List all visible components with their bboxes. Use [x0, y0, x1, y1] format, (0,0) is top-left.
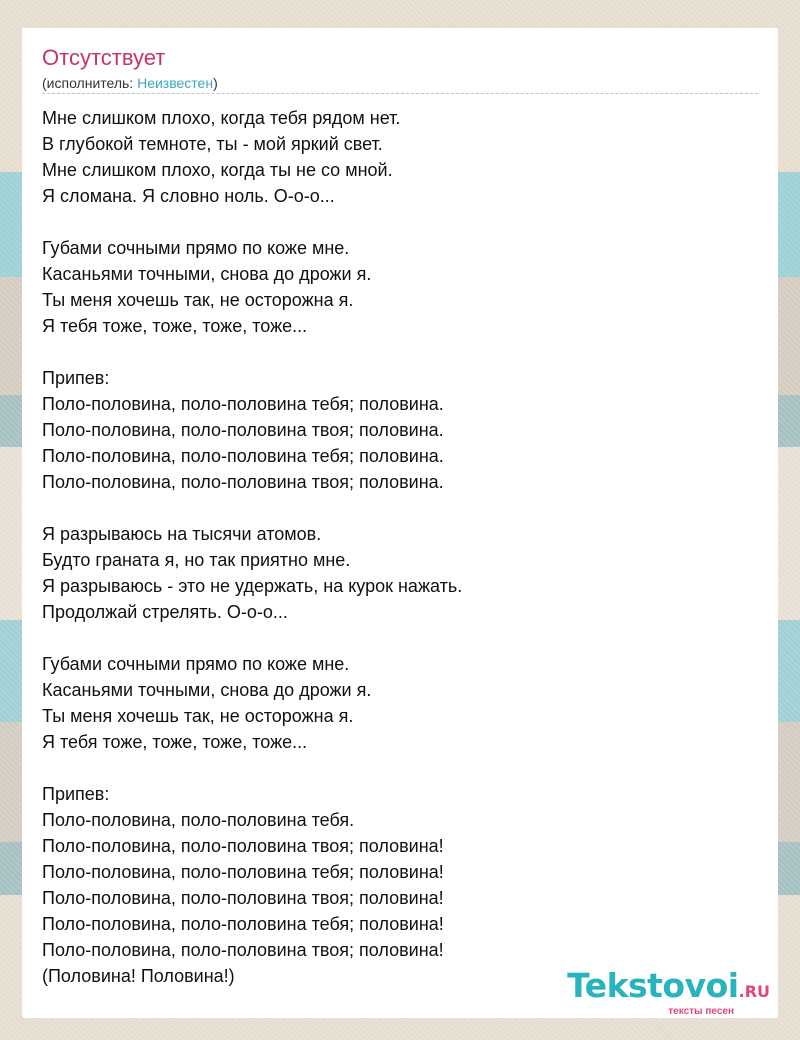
lyric-line: Поло-половина, поло-половина тебя; половина. — [42, 394, 444, 414]
lyric-line: Поло-половина, поло-половина твоя; половина! — [42, 836, 444, 856]
performer-prefix: (исполнитель: — [42, 75, 138, 91]
lyric-line: Поло-половина, поло-половина твоя; половина. — [42, 472, 444, 492]
stanza-gap — [42, 625, 758, 651]
lyric-line: Я разрываюсь - это не удержать, на курок нажать. — [42, 576, 463, 596]
stanza-gap — [42, 339, 758, 365]
lyric-line: Мне слишком плохо, когда ты не со мной. — [42, 160, 393, 180]
title-divider — [42, 93, 758, 94]
lyric-line: Я сломана. Я словно ноль. О-о-о... — [42, 186, 335, 206]
stanza-gap — [42, 755, 758, 781]
lyric-line: Ты меня хочешь так, не осторожна я. — [42, 706, 354, 726]
lyrics-card — [22, 28, 778, 1018]
lyric-line: Я тебя тоже, тоже, тоже, тоже... — [42, 732, 308, 752]
logo-wordmark — [567, 968, 770, 1010]
lyric-line: Я тебя тоже, тоже, тоже, тоже... — [42, 316, 308, 336]
lyric-line: Продолжай стрелять. О-о-о... — [42, 602, 288, 622]
lyric-line: Мне слишком плохо, когда тебя рядом нет. — [42, 108, 401, 128]
lyric-line: Припев: — [42, 368, 110, 388]
lyric-line: В глубокой темноте, ты - мой яркий свет. — [42, 134, 383, 154]
lyric-line: Припев: — [42, 784, 110, 804]
song-title: Отсутствует — [42, 45, 166, 70]
lyric-line: Поло-половина, поло-половина твоя; половина! — [42, 888, 444, 908]
logo-name: Tekstovoi — [567, 966, 739, 1005]
stanza-gap — [42, 209, 758, 235]
site-logo[interactable] — [567, 968, 770, 1018]
stanza-gap — [42, 495, 758, 521]
lyric-line: Будто граната я, но так приятно мне. — [42, 550, 351, 570]
lyric-line: Поло-половина, поло-половина тебя; половина! — [42, 914, 444, 934]
performer-suffix: ) — [213, 75, 218, 91]
lyric-line: Поло-половина, поло-половина твоя; половина. — [42, 420, 444, 440]
lyric-line: Касаньями точными, снова до дрожи я. — [42, 264, 372, 284]
lyric-line: Я разрываюсь на тысячи атомов. — [42, 524, 322, 544]
lyric-line: Ты меня хочешь так, не осторожна я. — [42, 290, 354, 310]
logo-tld: .RU — [738, 982, 770, 1001]
lyrics-text — [42, 105, 758, 989]
lyric-line: Поло-половина, поло-половина тебя; половина. — [42, 446, 444, 466]
lyric-line: Поло-половина, поло-половина тебя; половина! — [42, 862, 444, 882]
performer-line — [42, 74, 218, 92]
lyric-line: (Половина! Половина!) — [42, 966, 235, 986]
lyric-line: Губами сочными прямо по коже мне. — [42, 654, 350, 674]
lyric-line: Губами сочными прямо по коже мне. — [42, 238, 350, 258]
logo-tagline: тексты песен — [668, 1006, 734, 1017]
lyric-line: Поло-половина, поло-половина твоя; половина! — [42, 940, 444, 960]
lyric-line: Поло-половина, поло-половина тебя. — [42, 810, 355, 830]
lyric-line: Касаньями точными, снова до дрожи я. — [42, 680, 372, 700]
performer-link[interactable]: Неизвестен — [137, 75, 214, 91]
